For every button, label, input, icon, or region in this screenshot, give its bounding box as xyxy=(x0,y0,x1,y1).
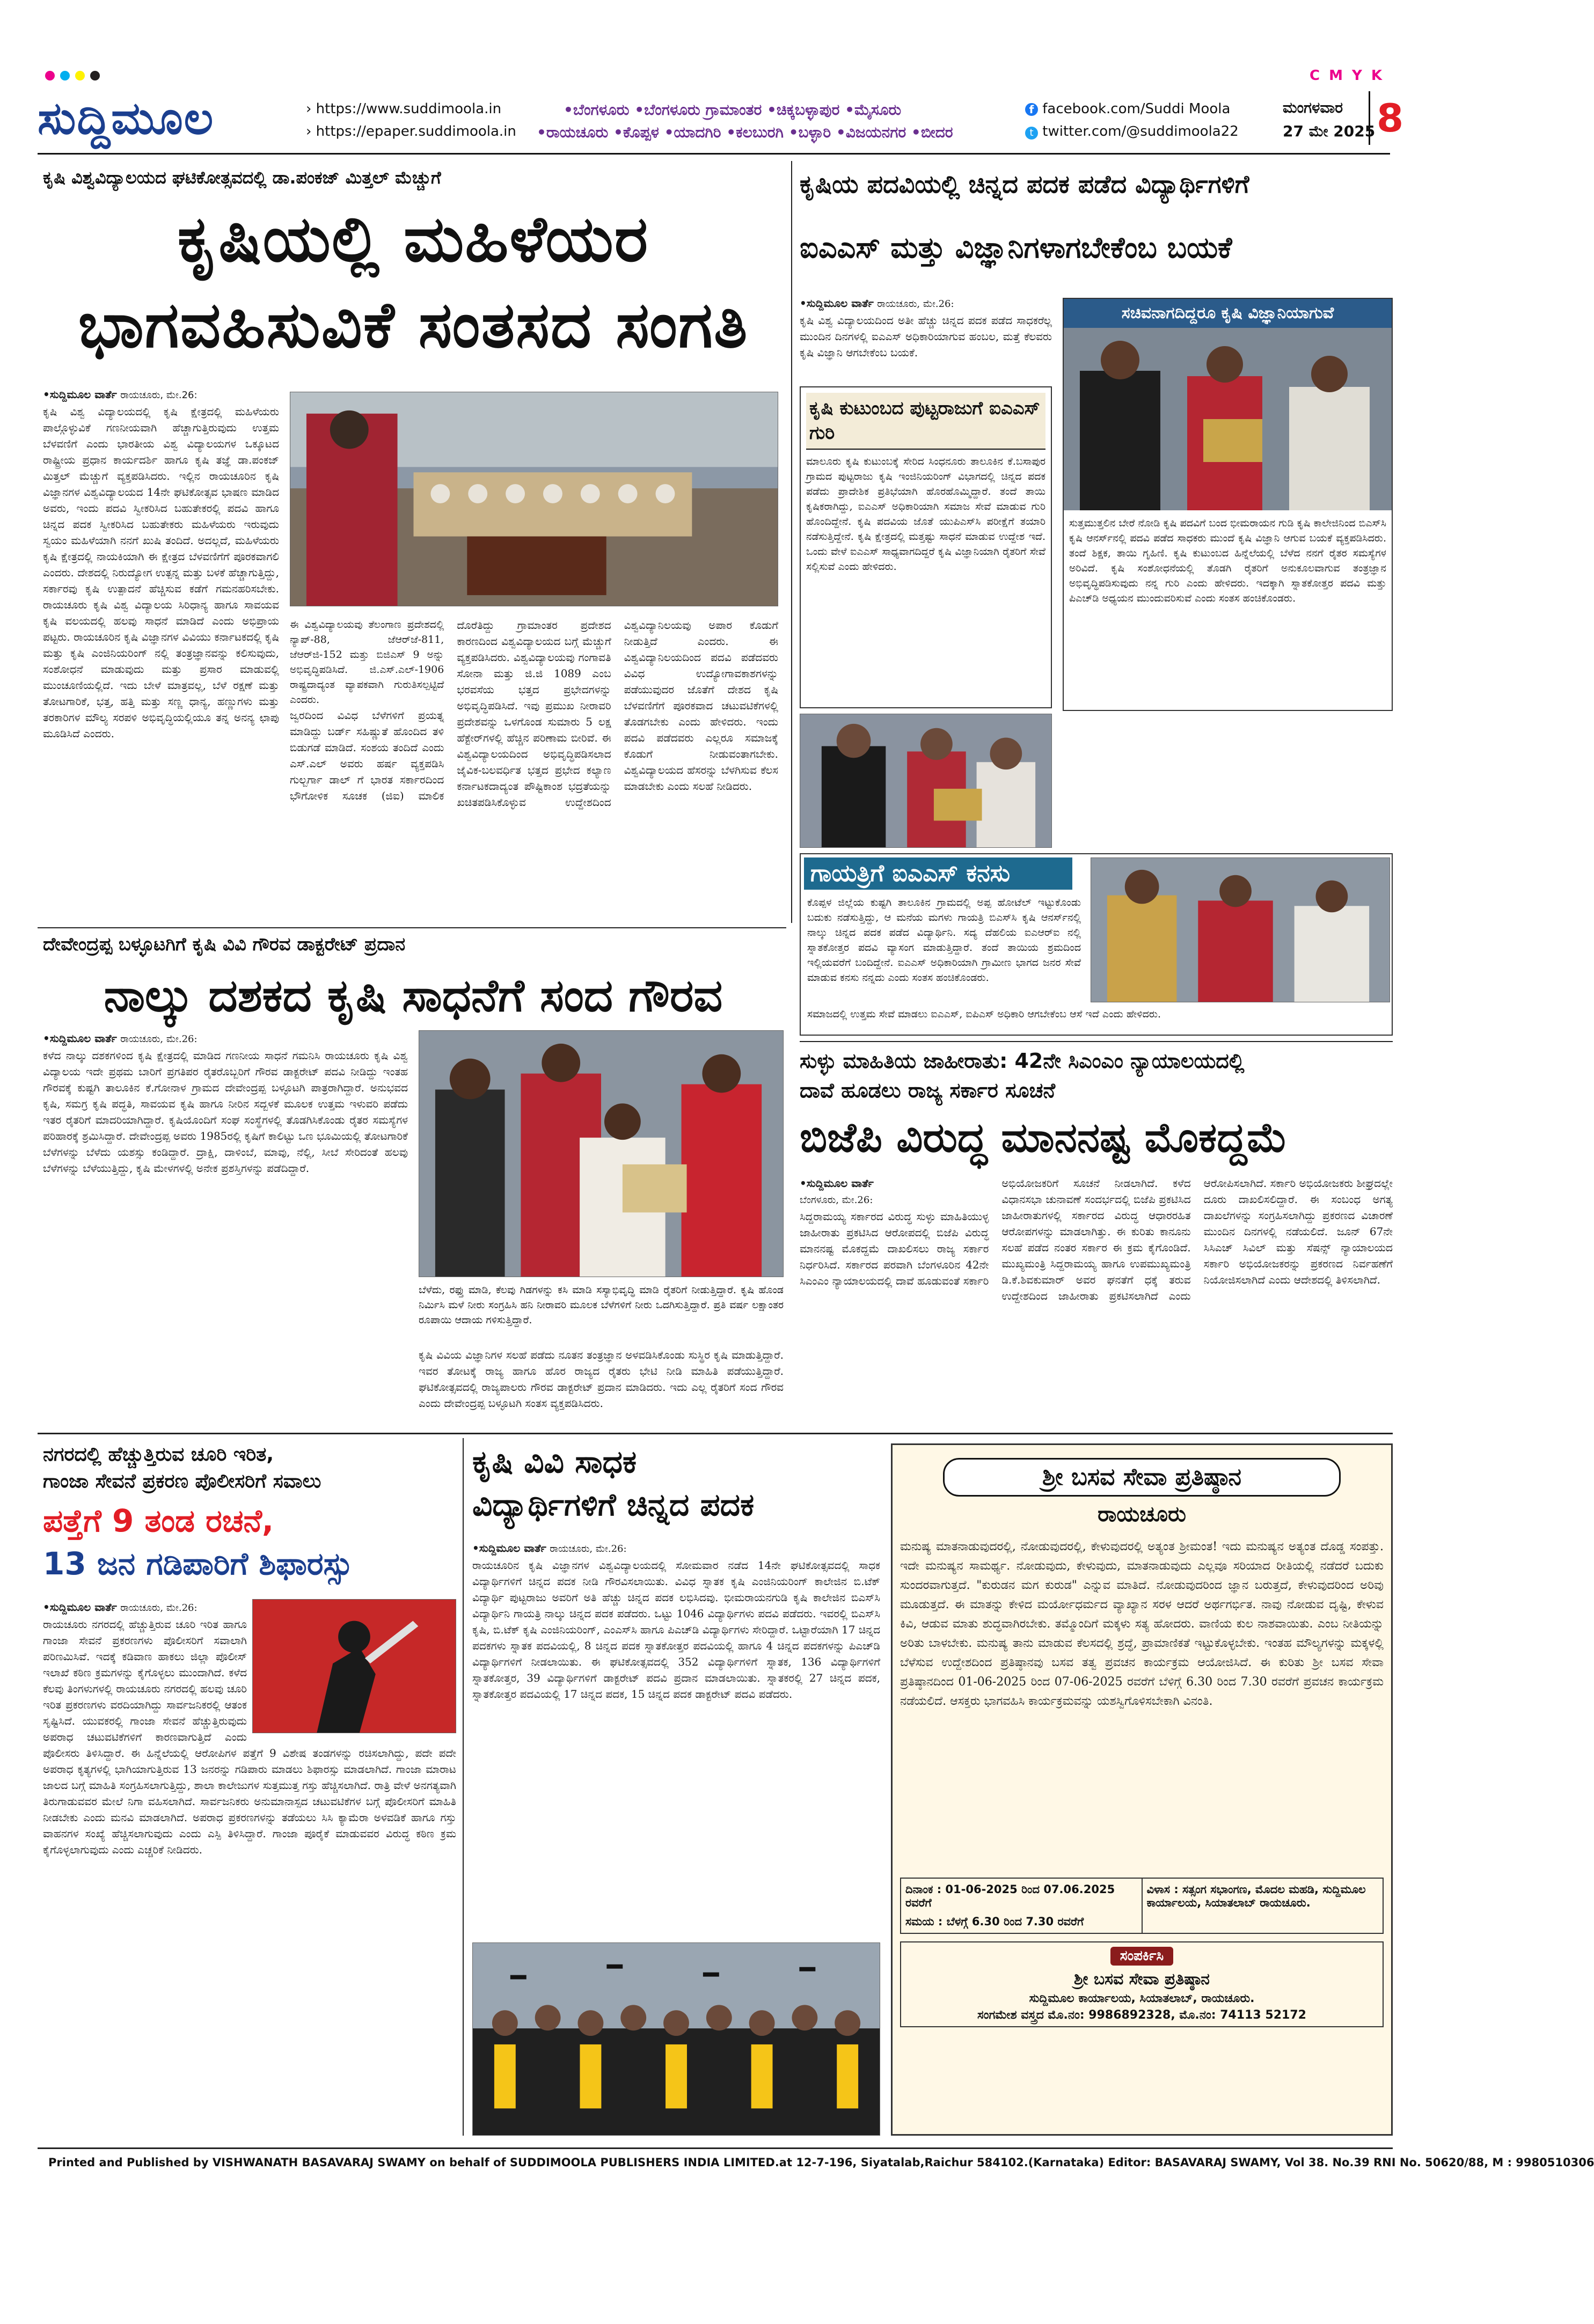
page-number: 8 xyxy=(1369,91,1390,145)
story4-kicker-1: ಸುಳ್ಳು ಮಾಹಿತಿಯ ಜಾಹೀರಾತು: 42ನೇ ಸಿಎಂಎಂ ನ್ಯಾಯಾಲಯದಲ್ಲಿ xyxy=(800,1049,1245,1073)
box1-heading: ಕೃಷಿ ಕುಟುಂಬದ ಪುಟ್ಟರಾಜುಗೆ ಐಎಎಸ್ ಗುರಿ xyxy=(806,393,1045,450)
story3-headline: ನಾಲ್ಕು ದಶಕದ ಕೃಷಿ ಸಾಧನೆಗೆ ಸಂದ ಗೌರವ xyxy=(104,969,723,1022)
twitter-icon: t xyxy=(1025,127,1038,140)
byline: •ಸುದ್ದಿಮೂಲ ವಾರ್ತೆ xyxy=(472,1542,546,1555)
story2-box2 xyxy=(1063,298,1393,711)
story1-lower-columns xyxy=(290,617,778,923)
box3-text: ಕೊಪ್ಪಳ ಜಿಲ್ಲೆಯ ಕುಷ್ಟಗಿ ತಾಲೂಕಿನ ಗ್ರಾಮದಲ್ಲಿ ಅಪ್ಪ ಹೋಟೆಲ್ ಇಟ್ಟುಕೊಂಡು ಬದುಕು ನಡೆಸುತ್ತಿದ್ದು, ಆ ಮನೆಯ ಮಗಳು ಗಾಯತ್ರಿ ಬಿಎಸ್‌ಸಿ ಕೃಷಿ ಆನರ್ಸ್‌ನಲ್ಲಿ ನಾಲ್ಕು ಚಿನ್ನದ ಪದಕ ಪಡೆದ ವಿದ್ಯಾರ್ಥಿನಿ. ಸದ್ಯ ದೆಹಲಿಯ ಐಎಆರ್‌ಐ ನಲ್ಲಿ ಸ್ನಾತಕೋತ್ತರ ಪದವಿ ವ್ಯಾಸಂಗ ಮಾಡುತ್ತಿದ್ದಾರೆ. ತಂದೆ ತಾಯಿಯ ಶ್ರಮದಿಂದ ಇಲ್ಲಿಯವರೆಗೆ ಬಂದಿದ್ದೇನೆ. ಐಎಎಸ್ ಅಧಿಕಾರಿಯಾಗಿ ಗ್ರಾಮೀಣ ಭಾಗದ ಜನರ ಸೇವೆ ಮಾಡುವ ಕನಸು ನನ್ನದು ಎಂದು ಸಂತಸ ಹಂಚಿಕೊಂಡರು. xyxy=(807,897,1081,984)
story4-body xyxy=(800,1175,1393,1427)
footer-divider xyxy=(38,2147,1393,2149)
dot-icon xyxy=(90,71,100,80)
story5-kicker-2: ಗಾಂಜಾ ಸೇವನೆ ಪ್ರಕರಣ ಪೊಲೀಸರಿಗೆ ಸವಾಲು xyxy=(43,1470,321,1492)
convocation-stage-photo-icon xyxy=(290,392,778,606)
story4-headline: ಬಿಜೆಪಿ ವಿರುದ್ಧ ಮಾನನಷ್ಟ ಮೊಕದ್ದಮೆ xyxy=(800,1113,1288,1161)
story1-photo xyxy=(290,392,778,606)
imprint-line: Printed and Published by VISHWANATH BASAVARAJ SWAMY on behalf of SUDDIMOOLA PUBLISHERS INDIA LIMITED.at 12-7-196, Siyatalab,Raichur 584102.(Karnataka) Editor: BASAVARAJ SWAMY, Vol 38. No.39 RNI No. 50620/88, M : 9980510306 xyxy=(48,2156,1594,2169)
issue-day: ಮಂಗಳವಾರ xyxy=(1283,99,1343,116)
story2-intro xyxy=(800,295,1052,381)
story5-headline-2: 13 ಜನ ಗಡಿಪಾರಿಗೆ ಶಿಫಾರಸ್ಸು xyxy=(43,1545,353,1582)
story2-headline: ಐಎಎಸ್ ಮತ್ತು ವಿಜ್ಞಾನಿಗಳಾಗಬೇಕೆಂಬ ಬಯಕೆ xyxy=(800,231,1232,265)
website-link[interactable]: › https://www.suddimoola.in xyxy=(306,101,502,117)
story1-text-b: ಜ್ವರದಿಂದ ವಿವಿಧ ಬೆಳೆಗಳಿಗೆ ಪ್ರಯತ್ನ ಮಾಡಿದ್ದು ಬರ್ಡ್ ಸಹಿಷ್ಣುತೆ ಹೊಂದಿದ ತಳಿ ಬಿಡುಗಡೆ ಮಾಡಿದೆ. ಸಂಶಯ ತಂದಿದೆ ಎಂದು ಎಸ್.ಎಲ್ ಅವರು ಹರ್ಷ ವ್ಯಕ್ತಪಡಿಸಿ ಗುಲ್ಬರ್ಗಾ ಡಾಲ್ ಗೆ ಭಾರತ ಸರ್ಕಾರದಿಂದ ಭೌಗೋಳಿಕ ಸೂಚಕ (ಜಿಐ) ಮಾಲಿಕ ದೊರೆತಿದ್ದು ಗ್ರಾಮಾಂತರ ಪ್ರದೇಶದ ಕಾರಣದಿಂದ ವಿಶ್ವವಿದ್ಯಾಲಯದ ಬಗ್ಗೆ ಮೆಚ್ಚುಗೆ ವ್ಯಕ್ತಪಡಿಸಿದರು. ವಿಶ್ವವಿದ್ಯಾಲಯವು ಗಂಗಾವತಿ ಸೋನಾ ಮತ್ತು ಜಿ.ಜಿ 1089 ಎಂಬ ಭರವಸೆಯ ಭತ್ತದ ಪ್ರಭೇದಗಳನ್ನು ಅಭಿವೃದ್ಧಿಪಡಿಸಿದೆ. ಇವು ಪ್ರಮುಖ ನೀರಾವರಿ ಪ್ರದೇಶವನ್ನು ಒಳಗೊಂಡ ಸುಮಾರು 5 ಲಕ್ಷ ಹೆಕ್ಟೇರ್‌ಗಳಲ್ಲಿ ಹೆಚ್ಚಿನ ಪರಿಣಾಮ ಬೀರಿವೆ. ಈ ವಿಶ್ವವಿದ್ಯಾಲಯದಿಂದ ಅಭಿವೃದ್ಧಿಪಡಿಸಲಾದ ಜೈವಿಕ-ಬಲವರ್ಧಿತ ಭತ್ತದ ಪ್ರಭೇದ ಕಲ್ಯಾಣ ಕರ್ನಾಟಕದಾದ್ಯಂತ ಪೌಷ್ಟಿಕಾಂಶ ಭದ್ರತೆಯನ್ನು ಖಚಿತಪಡಿಸಿಕೊಳ್ಳುವ ಉದ್ದೇಶದಿಂದ ವಿಶ್ವವಿದ್ಯಾನಿಲಯವು ಅಪಾರ ಕೊಡುಗೆ ನೀಡುತ್ತಿದೆ ಎಂದರು. ಈ ವಿಶ್ವವಿದ್ಯಾನಿಲಯದಿಂದ ಪದವಿ ಪಡೆದವರು ವಿವಿಧ ಉದ್ಯೋಗಾವಕಾಶಗಳನ್ನು ಪಡೆಯುವುದರ ಜೊತೆಗೆ ದೇಶದ ಕೃಷಿ ಬೆಳವಣಿಗೆಗೆ ಪೂರಕವಾದ ಚಟುವಟಿಕೆಗಳಲ್ಲಿ ತೊಡಗಬೇಕು ಎಂದು ಹೇಳಿದರು. ಇಂದು ಪದವಿ ಪಡೆದವರು ಎಲ್ಲರೂ ಸಮಾಜಕ್ಕೆ ಕೊಡುಗೆ ನೀಡುವಂತಾಗಬೇಕು. ವಿಶ್ವವಿದ್ಯಾಲಯದ ಹೆಸರನ್ನು ಬೆಳಗಿಸುವ ಕೆಲಸ ಮಾಡಬೇಕು ಎಂದು ಸಲಹೆ ನೀಡಿದರು. xyxy=(290,619,778,809)
story6-headline-2: ವಿದ್ಯಾರ್ಥಿಗಳಿಗೆ ಚಿನ್ನದ ಪದಕ xyxy=(472,1486,755,1523)
ad-contact-org: ಶ್ರೀ ಬಸವ ಸೇವಾ ಪ್ರತಿಷ್ಠಾನ xyxy=(1074,1970,1210,1989)
ad-contact xyxy=(900,1941,1384,2027)
dateline: ರಾಯಚೂರು, ಮೇ.26: xyxy=(877,298,954,310)
story1-text-a: ಕೃಷಿ ವಿಶ್ವ ವಿದ್ಯಾಲಯದಲ್ಲಿ ಕೃಷಿ ಕ್ಷೇತ್ರದಲ್ಲಿ ಮಹಿಳೆಯರು ಪಾಲ್ಗೊಳ್ಳುವಿಕೆ ಗಣನೀಯವಾಗಿ ಹೆಚ್ಚಾಗುತ್ತಿರುವುದು ಉತ್ತಮ ಬೆಳವಣಿಗೆ ಎಂದು ಭಾರತೀಯ ವಿಶ್ವ ವಿದ್ಯಾಲಯಗಳ ಒಕ್ಕೂಟದ ರಾಷ್ಟ್ರೀಯ ಪ್ರಧಾನ ಕಾರ್ಯದರ್ಶಿ ಹಾಗೂ ಕೃಷಿ ತಜ್ಞೆ ಡಾ.ಪಂಕಜ್ ಮಿತ್ತಲ್ ಮೆಚ್ಚುಗೆ ವ್ಯಕ್ತಪಡಿಸಿದರು. ಇಲ್ಲಿನ ರಾಯಚೂರಿನ ಕೃಷಿ ವಿಜ್ಞಾನಗಳ ವಿಶ್ವವಿದ್ಯಾಲಯದ 14ನೇ ಘಟಿಕೋತ್ಸವ ಭಾಷಣ ಮಾಡಿದ ಅವರು, ಇಂದು ಪದವಿ ಸ್ವೀಕರಿಸಿದ ಬಹುತೇಕರಲ್ಲಿ ಪದವಿ ಹಾಗೂ ಚಿನ್ನದ ಪದಕ ಸ್ವೀಕರಿಸಿದ ಬಹುತೇಕರು ಮಹಿಳೆಯರು ಇರುವುದು ಸ್ವಯಂ ಮಹಿಳೆಯಾಗಿ ನನಗೆ ಖುಷಿ ತಂದಿದೆ. ಅದಲ್ಲದೆ, ಮಹಿಳೆಯರು ಕೃಷಿ ಕ್ಷೇತ್ರದಲ್ಲಿ ನಾಯಕಿಯಾಗಿ ಈ ಕ್ಷೇತ್ರದ ಬೆಳವಣಿಗೆಗೆ ಪೂರಕವಾಗಲಿ ಎಂದರು. ದೇಶದಲ್ಲಿ ನಿರುದ್ಯೋಗ ಉತ್ಪನ್ನ ಮತ್ತು ಬಳಕೆ ಹೆಚ್ಚಾಗುತ್ತಿದ್ದು, ಸರ್ಕಾರವು ಕೃಷಿ ಉತ್ಪಾದನೆ ಹೆಚ್ಚಿಸುವ ಕಡೆಗೆ ಗಮನಹರಿಸಬೇಕು. ರಾಯಚೂರು ಕೃಷಿ ವಿಶ್ವ ವಿದ್ಯಾಲಯ ಸಿರಿಧಾನ್ಯ ಹಾಗೂ ಸಾವಯವ ಕೃಷಿ ವಲಯದಲ್ಲಿ ಹಲವು ಸಾಧನೆ ಮಾಡಿದೆ ಎಂದು ಅಭಿಪ್ರಾಯ ಪಟ್ಟರು. ರಾಯಚೂರಿನ ಕೃಷಿ ವಿಜ್ಞಾನಗಳ ವಿವಿಯು ಕರ್ನಾಟಕದಲ್ಲಿ ಕೃಷಿ ಮತ್ತು ಕೃಷಿ ಎಂಜಿನಿಯರಿಂಗ್ ನಲ್ಲಿ ತಂತ್ರಜ್ಞಾನವನ್ನು ಕಲಿಸುವುದು, ಸಂಶೋಧನೆ ಮಾಡುವುದು ಮತ್ತು ಪ್ರಸಾರ ಮಾಡುವಲ್ಲಿ ಮುಂಚೂಣಿಯಲ್ಲಿದೆ. ಇದು ಬೇಳೆ ಮಾತ್ರವಲ್ಲ, ಬೆಳೆ ರಕ್ಷಣೆ ಮತ್ತು ತೋಟಗಾರಿಕೆ, ಭತ್ತ, ಹತ್ತಿ ಮತ್ತು ಸಣ್ಣ ಧಾನ್ಯ, ಹಣ್ಣುಗಳು ಮತ್ತು ತರಕಾರಿಗಳ ಮೌಲ್ಯ ಸರಪಳಿ ಅಭಿವೃದ್ಧಿಯಲ್ಲಿಯೂ ತನ್ನ ಅನನ್ಯ ಛಾಪು ಮೂಡಿಸಿದೆ ಎಂದರು. xyxy=(43,405,279,740)
story5-kicker-1: ನಗರದಲ್ಲಿ ಹೆಚ್ಚುತ್ತಿರುವ ಚೂರಿ ಇರಿತ, xyxy=(43,1443,274,1465)
ad-box xyxy=(891,1443,1393,2136)
story1-column-left xyxy=(43,386,279,923)
section-divider xyxy=(38,1433,1393,1434)
story2-box1 xyxy=(800,386,1052,708)
story2-photo-1 xyxy=(800,714,1052,848)
dateline: ರಾಯಚೂರು, ಮೇ.26: xyxy=(120,390,198,401)
story1-headline-1: ಕೃಷಿಯಲ್ಲಿ ಮಹಿಳೆಯರ xyxy=(177,202,649,276)
story5-headline-1: ಪತ್ತೆಗೆ 9 ತಂಡ ರಚನೆ, xyxy=(43,1502,274,1539)
cities-line-2: •ರಾಯಚೂರು •ಕೊಪ್ಪಳ •ಯಾದಗಿರಿ •ಕಲಬುರಗಿ •ಬಳ್ಳಾರಿ •ವಿಜಯನಗರ •ಬೀದರ xyxy=(537,123,953,141)
ad-contact-address: ಸುದ್ದಿಮೂಲ ಕಾರ್ಯಾಲಯ, ಸಿಯಾತಲಾಬ್, ರಾಯಚೂರು. xyxy=(1029,1992,1255,2005)
registration-dots xyxy=(45,71,109,83)
story3-kicker: ದೇವೇಂದ್ರಪ್ಪ ಬಳ್ಳೂಟಗಿಗೆ ಕೃಷಿ ವಿವಿ ಗೌರವ ಡಾಕ್ಟರೇಟ್ ಪ್ರದಾನ xyxy=(43,934,406,955)
story2-photo-2 xyxy=(1064,328,1392,510)
story6-text: ರಾಯಚೂರಿನ ಕೃಷಿ ವಿಜ್ಞಾನಗಳ ವಿಶ್ವವಿದ್ಯಾಲಯದಲ್ಲಿ ಸೋಮವಾರ ನಡೆದ 14ನೇ ಘಟಿಕೋತ್ಸವದಲ್ಲಿ ಸಾಧಕ ವಿದ್ಯಾರ್ಥಿಗಳಿಗೆ ಚಿನ್ನದ ಪದಕ ನೀಡಿ ಗೌರವಿಸಲಾಯಿತು. ವಿವಿಧ ಸ್ನಾತಕ ಕೃಷಿ ಎಂಜಿನಿಯರಿಂಗ್ ಕಾಲೇಜಿನ ಬಿ.ಟೆಕ್ ವಿದ್ಯಾರ್ಥಿ ಪುಟ್ಟರಾಜು ಅವರಿಗೆ ಅತಿ ಹೆಚ್ಚು ಚಿನ್ನದ ಪದಕ ಲಭಿಸಿದವು. ಭೀಮರಾಯನಗುಡಿ ಕೃಷಿ ಕಾಲೇಜಿನ ಬಿಎಸ್‌ಸಿ ವಿದ್ಯಾರ್ಥಿನಿ ಗಾಯತ್ರಿ ನಾಲ್ಕು ಚಿನ್ನದ ಪದಕ ಪಡೆದರು. ಒಟ್ಟು 1046 ವಿದ್ಯಾರ್ಥಿಗಳು ಪದವಿ ಪಡೆದರು. ಇವರಲ್ಲಿ ಬಿಎಸ್‌ಸಿ ಕೃಷಿ, ಬಿ.ಟೆಕ್ ಕೃಷಿ ಎಂಜಿನಿಯರಿಂಗ್, ಎಂಎಸ್‌ಸಿ ಹಾಗೂ ಪಿಎಚ್‌ಡಿ ವಿದ್ಯಾರ್ಥಿಗಳು ಸೇರಿದ್ದಾರೆ. ಒಟ್ಟಾರೆಯಾಗಿ 17 ಚಿನ್ನದ ಪದಕಗಳು ಸ್ನಾತಕ ಪದವಿಯಲ್ಲಿ, 8 ಚಿನ್ನದ ಪದಕ ಸ್ನಾತಕೋತ್ತರ ಪದವಿಯಲ್ಲಿ ಹಾಗೂ 4 ಚಿನ್ನದ ಪದಕಗಳನ್ನು ಪಿಎಚ್‌ಡಿ ವಿದ್ಯಾರ್ಥಿಗಳಿಗೆ ನೀಡಲಾಯಿತು. ಈ ಘಟಿಕೋತ್ಸವದಲ್ಲಿ 352 ವಿದ್ಯಾರ್ಥಿಗಳಿಗೆ ಸ್ನಾತಕ, 136 ವಿದ್ಯಾರ್ಥಿಗಳಿಗೆ ಸ್ನಾತಕೋತ್ತರ, 39 ವಿದ್ಯಾರ್ಥಿಗಳಿಗೆ ಡಾಕ್ಟರೇಟ್ ಪದವಿ ಪ್ರದಾನ ಮಾಡಲಾಯಿತು. ಸ್ನಾತಕರಲ್ಲಿ 27 ಚಿನ್ನದ ಪದಕ, ಸ್ನಾತಕೋತ್ತರ ಪದವಿಯಲ್ಲಿ 17 ಚಿನ್ನದ ಪದಕ, 15 ಚಿನ್ನದ ಪದಕ ಡಾಕ್ಟರೇಟ್ ಪದವಿ ಪಡೆದರು. xyxy=(472,1559,880,1700)
story3-text-right: ಕೃಷಿ ವಿವಿಯ ವಿಜ್ಞಾನಿಗಳ ಸಲಹೆ ಪಡೆದು ನೂತನ ತಂತ್ರಜ್ಞಾನ ಅಳವಡಿಸಿಕೊಂಡು ಸುಸ್ಥಿರ ಕೃಷಿ ಮಾಡುತ್ತಿದ್ದಾರೆ. ಇವರ ತೋಟಕ್ಕೆ ರಾಜ್ಯ ಹಾಗೂ ಹೊರ ರಾಜ್ಯದ ರೈತರು ಭೇಟಿ ನೀಡಿ ಮಾಹಿತಿ ಪಡೆಯುತ್ತಿದ್ದಾರೆ. ಘಟಿಕೋತ್ಸವದಲ್ಲಿ ರಾಜ್ಯಪಾಲರು ಗೌರವ ಡಾಕ್ಟರೇಟ್ ಪ್ರದಾನ ಮಾಡಿದರು. ಇದು ಎಲ್ಲ ರೈತರಿಗೆ ಸಂದ ಗೌರವ ಎಂದು ದೇವೇಂದ್ರಪ್ಪ ಬಳ್ಳೂಟಗಿ ಸಂತಸ ವ್ಯಕ್ತಪಡಿಸಿದರು. xyxy=(419,1348,784,1410)
column-divider xyxy=(791,161,792,923)
dateline: ಬೆಂಗಳೂರು, ಮೇ.26: xyxy=(800,1194,873,1206)
ad-title: ಶ್ರೀ ಬಸವ ಸೇವಾ ಪ್ರತಿಷ್ಠಾನ xyxy=(943,1458,1341,1497)
honorary-doctorate-photo-icon xyxy=(419,1031,783,1277)
story3-photo-caption: ಬೆಳೆದು, ರಫ್ತು ಮಾಡಿ, ಕೆಲವು ಗಿಡಗಳನ್ನು ಕಸಿ ಮಾಡಿ ಸಸ್ಯಾಭಿವೃದ್ಧಿ ಮಾಡಿ ರೈತರಿಗೆ ನೀಡುತ್ತಿದ್ದಾರೆ. ಕೃಷಿ ಹೊಂಡ ನಿರ್ಮಿಸಿ ಮಳೆ ನೀರು ಸಂಗ್ರಹಿಸಿ ಹನಿ ನೀರಾವರಿ ಮೂಲಕ ಬೆಳೆಗಳಿಗೆ ನೀರು ಒದಗಿಸುತ್ತಿದ್ದಾರೆ. ಪ್ರತಿ ವರ್ಷ ಲಕ್ಷಾಂತರ ರೂಪಾಯಿ ಆದಾಯ ಗಳಿಸುತ್ತಿದ್ದಾರೆ. xyxy=(419,1284,784,1326)
ad-venue: ವಿಳಾಸ : ಸತ್ಸಂಗ ಸಭಾಂಗಣ, ಮೊದಲ ಮಹಡಿ, ಸುದ್ದಿಮೂಲ ಕಾರ್ಯಾಲಯ, ಸಿಯಾತಲಾಬ್ ರಾಯಚೂರು. xyxy=(1146,1883,1366,1909)
byline: •ಸುದ್ದಿಮೂಲ ವಾರ್ತೆ xyxy=(43,388,117,401)
award-photo-icon xyxy=(1064,328,1392,510)
dot-icon xyxy=(60,71,70,80)
gold-medal-photo-icon xyxy=(1091,858,1390,1002)
box3-footer: ಸಮಾಜದಲ್ಲಿ ಉತ್ತಮ ಸೇವೆ ಮಾಡಲು ಐಎಎಸ್, ಐಪಿಎಸ್ ಅಧಿಕಾರಿ ಆಗಬೇಕೆಂಬ ಆಸೆ ಇದೆ ಎಂದು ಹೇಳಿದರು. xyxy=(807,1008,1161,1020)
story6-photo xyxy=(472,1942,880,2136)
story6-headline-1: ಕೃಷಿ ವಿವಿ ಸಾಧಕ xyxy=(472,1443,637,1480)
chevron-right-icon: › xyxy=(306,101,316,117)
byline: •ಸುದ್ದಿಮೂಲ ವಾರ್ತೆ xyxy=(43,1032,117,1045)
story3-column-left xyxy=(43,1030,408,1427)
story3-photo xyxy=(419,1030,784,1277)
story1-headline-2: ಭಾಗವಹಿಸುವಿಕೆ ಸಂತಸದ ಸಂಗತಿ xyxy=(78,288,749,362)
dot-icon xyxy=(45,71,55,80)
dateline: ರಾಯಚೂರು, ಮೇ.26: xyxy=(120,1033,198,1045)
story4-kicker-2: ದಾವೆ ಹೂಡಲು ರಾಜ್ಯ ಸರ್ಕಾರ ಸೂಚನೆ xyxy=(800,1079,1056,1102)
ad-date: ದಿನಾಂಕ : 01-06-2025 ರಿಂದ 07.06.2025 ರವರೆಗೆ xyxy=(905,1883,1115,1909)
story1-kicker: ಕೃಷಿ ವಿಶ್ವವಿದ್ಯಾಲಯದ ಘಟಿಕೋತ್ಸವದಲ್ಲಿ ಡಾ.ಪಂಕಜ್ ಮಿತ್ತಲ್ ಮೆಚ್ಚುಗೆ xyxy=(43,167,441,188)
issue-date: 27 ಮೇ 2025 xyxy=(1283,122,1376,140)
dateline: ರಾಯಚೂರು, ಮೇ.26: xyxy=(120,1602,198,1614)
ad-body: ಮನುಷ್ಯ ಮಾತನಾಡುವುದರಲ್ಲಿ, ನೋಡುವುದರಲ್ಲಿ, ಕೇಳುವುದರಲ್ಲಿ ಅತ್ಯಂತ ಶ್ರೀಮಂತ! ಇದು ಮನುಷ್ಯನ ಅತ್ಯಂತ ದೊಡ್ಡ ಸಂಪತ್ತು. ಇದೇ ಮನುಷ್ಯನ ಸಾಮರ್ಥ್ಯ. ನೋಡುವುದು, ಕೇಳುವುದು, ಮಾತನಾಡುವುದು ಎಲ್ಲವೂ ಸರಿಯಾದ ರೀತಿಯಲ್ಲಿ ನಡೆದರೆ ಬದುಕು ಸುಂದರವಾಗುತ್ತದೆ. "ಕುರುಡನ ಮಗ ಕುರುಡ" ಎನ್ನುವ ಮಾತಿದೆ. ನೋಡುವುದರಿಂದ ಜ್ಞಾನ ಬರುತ್ತದೆ, ಕೇಳುವುದರಿಂದ ಅರಿವು ಮೂಡುತ್ತದೆ. ಈ ಮಾತನ್ನು ಕೇಳಿದ ಮರ್ಯೋಧರ್ಮದ ವ್ಯಾಖ್ಯಾನ ಸರಳ ಆದರೆ ಅರ್ಥಗರ್ಭಿತ. ನಾವು ನೋಡುವ ದೃಷ್ಟಿ, ಕೇಳುವ ಕಿವಿ, ಆಡುವ ಮಾತು ಶುದ್ಧವಾಗಿರಬೇಕು. ತಮ್ಮೊಂದಿಗೆ ಮಕ್ಕಳು ಸತ್ಯ ಹೋದರು. ವಾಣಿಯ ಕುಲ ನಾಶವಾಯಿತು. ಎಂಬ ನೀತಿಯನ್ನು ಅರಿತು ಬಾಳಬೇಕು. ಮನುಷ್ಯ ತಾನು ಮಾಡುವ ಕೆಲಸದಲ್ಲಿ ಶ್ರದ್ಧೆ, ಪ್ರಾಮಾಣಿಕತೆ ಇಟ್ಟುಕೊಳ್ಳಬೇಕು. ಇಂತಹ ಮೌಲ್ಯಗಳನ್ನು ಮಕ್ಕಳಲ್ಲಿ ಬೆಳೆಸುವ ಉದ್ದೇಶದಿಂದ ಪ್ರತಿಷ್ಠಾನವು ಬಸವ ತತ್ವ ಪ್ರವಚನ ಕಾರ್ಯಕ್ರಮ ಆಯೋಜಿಸಿದೆ. ಈ ಕುರಿತು ಶ್ರೀ ಬಸವ ಸೇವಾ ಪ್ರತಿಷ್ಠಾನದಿಂದ 01-06-2025 ರಿಂದ 07-06-2025 ರವರೆಗೆ ಬೆಳಿಗ್ಗೆ 6.30 ರಿಂದ 7.30 ರವರೆಗೆ ಪ್ರವಚನ ಕಾರ್ಯಕ್ರಮ ನಡೆಯಲಿದೆ. ಆಸಕ್ತರು ಭಾಗವಹಿಸಿ ಕಾರ್ಯಕ್ರಮವನ್ನು ಯಶಸ್ವಿಗೊಳಿಸಬೇಕಾಗಿ ವಿನಂತಿ. xyxy=(900,1540,1384,1708)
byline: •ಸುದ್ದಿಮೂಲ ವಾರ್ತೆ xyxy=(800,1177,874,1190)
story3-text: ಕಳೆದ ನಾಲ್ಕು ದಶಕಗಳಿಂದ ಕೃಷಿ ಕ್ಷೇತ್ರದಲ್ಲಿ ಮಾಡಿದ ಗಣನೀಯ ಸಾಧನೆ ಗಮನಿಸಿ ರಾಯಚೂರು ಕೃಷಿ ವಿಶ್ವ ವಿದ್ಯಾಲಯ ಇದೇ ಪ್ರಥಮ ಬಾರಿಗೆ ಪ್ರಗತಿಪರ ರೈತರೊಬ್ಬರಿಗೆ ಗೌರವ ಡಾಕ್ಟರೇಟ್ ಪದವಿ ನೀಡಿದ್ದು ಇಂತಹ ಗೌರವಕ್ಕೆ ಕುಷ್ಟಗಿ ತಾಲೂಕಿನ ಕೆ.ಗೋನಾಳ ಗ್ರಾಮದ ದೇವೇಂದ್ರಪ್ಪ ಬಳ್ಳೂಟಗಿ ಪಾತ್ರರಾಗಿದ್ದಾರೆ. ಅನುಭವದ ಕೃಷಿ, ಸಮಗ್ರ ಕೃಷಿ ಪದ್ಧತಿ, ಸಾವಯವ ಕೃಷಿ ಹಾಗೂ ನೀರಿನ ಸದ್ಬಳಕೆ ಮೂಲಕ ಉತ್ತಮ ಇಳುವರಿ ಪಡೆದು ಇತರ ರೈತರಿಗೆ ಮಾದರಿಯಾಗಿದ್ದಾರೆ. ಕೃಷಿಯೊಂದಿಗೆ ಸಂಘ ಸಂಸ್ಥೆಗಳಲ್ಲಿ ತೊಡಗಿಸಿಕೊಂಡು ರೈತರ ಸಮಸ್ಯೆಗಳ ಪರಿಹಾರಕ್ಕೆ ಶ್ರಮಿಸಿದ್ದಾರೆ. ದೇವೇಂದ್ರಪ್ಪ ಅವರು 1985ರಲ್ಲಿ ಕೃಷಿಗೆ ಕಾಲಿಟ್ಟು ಒಣ ಭೂಮಿಯಲ್ಲಿ ತೋಟಗಾರಿಕೆ ಬೆಳೆಗಳನ್ನು ಬೆಳೆದು ಯಶಸ್ಸು ಕಂಡಿದ್ದಾರೆ. ದ್ರಾಕ್ಷಿ, ದಾಳಿಂಬೆ, ಮಾವು, ನೆಲ್ಲಿ, ಸೀಬೆ ಸೇರಿದಂತೆ ಹಲವು ಬೆಳೆಗಳನ್ನು ಬೆಳೆಯುತ್ತಿದ್ದು, ಕೃಷಿ ಮೇಳಗಳಲ್ಲಿ ಅನೇಕ ಪ್ರಶಸ್ತಿಗಳನ್ನು ಪಡೆದಿದ್ದಾರೆ. xyxy=(43,1049,408,1175)
masthead xyxy=(38,91,1404,155)
box2-text: ಸುತ್ತಮುತ್ತಲಿನ ಬೇರೆ ನೋಡಿ ಕೃಷಿ ಪದವಿಗೆ ಬಂದ ಭೀಮರಾಯನ ಗುಡಿ ಕೃಷಿ ಕಾಲೇಜಿನಿಂದ ಬಿಎಸ್‌ಸಿ ಕೃಷಿ ಆನರ್ಸ್‌ನಲ್ಲಿ ಪದವಿ ಪಡೆದ ಸಾಧಕರು ಮುಂದೆ ಕೃಷಿ ವಿಜ್ಞಾನಿ ಆಗುವ ಬಯಕೆ ವ್ಯಕ್ತಪಡಿಸಿದರು. ತಂದೆ ಶಿಕ್ಷಕ, ತಾಯಿ ಗೃಹಿಣಿ. ಕೃಷಿ ಕುಟುಂಬದ ಹಿನ್ನೆಲೆಯಲ್ಲಿ ಬೆಳೆದ ನನಗೆ ರೈತರ ಸಮಸ್ಯೆಗಳ ಅರಿವಿದೆ. ಕೃಷಿ ಸಂಶೋಧನೆಯಲ್ಲಿ ತೊಡಗಿ ರೈತರಿಗೆ ಅನುಕೂಲವಾಗುವ ತಂತ್ರಜ್ಞಾನ ಅಭಿವೃದ್ಧಿಪಡಿಸುವುದು ನನ್ನ ಗುರಿ ಎಂದು ಹೇಳಿದರು. ಇದಕ್ಕಾಗಿ ಸ್ನಾತಕೋತ್ತರ ಪದವಿ ಮತ್ತು ಪಿಎಚ್‌ಡಿ ಅಧ್ಯಯನ ಮುಂದುವರಿಸುವೆ ಎಂದು ಸಂತಸ ಹಂಚಿಕೊಂಡರು. xyxy=(1069,517,1386,604)
cities-line-1: •ಬೆಂಗಳೂರು •ಬೆಂಗಳೂರು ಗ್ರಾಮಾಂತರ •ಚಿಕ್ಕಬಳ್ಳಾಪುರ •ಮೈಸೂರು xyxy=(564,101,902,119)
cmyk-label: C M Y K xyxy=(1310,68,1385,84)
dot-icon xyxy=(75,71,85,80)
story5-body xyxy=(43,1599,456,2136)
story2-box3 xyxy=(800,853,1393,1036)
section-divider xyxy=(800,1041,1393,1042)
byline: •ಸುದ್ದಿಮೂಲ ವಾರ್ತೆ xyxy=(800,297,874,310)
graduate-photo-icon xyxy=(800,714,1051,847)
story2-photo-3 xyxy=(1091,857,1390,1002)
logo: ಸುದ್ದಿಮೂಲ xyxy=(38,92,215,144)
column-divider xyxy=(463,1438,464,2136)
story2-intro-text: ಕೃಷಿ ವಿಶ್ವ ವಿದ್ಯಾಲಯದಿಂದ ಅತೀ ಹೆಚ್ಚು ಚಿನ್ನದ ಪದಕ ಪಡೆದ ಸಾಧಕರೆಲ್ಲ ಮುಂದಿನ ದಿನಗಳಲ್ಲಿ ಐಎಎಸ್ ಅಧಿಕಾರಿಯಾಗುವ ಹಂಬಲ, ಮತ್ತೆ ಕೆಲವರು ಕೃಷಿ ವಿಜ್ಞಾನಿ ಆಗಬೇಕೆಂಬ ಬಯಕೆ. xyxy=(800,314,1052,359)
ad-contact-phone: ಸಂಗಮೇಶ ವಸ್ತ್ರದ ಮೊ.ನಂ: 9986892328, ಮೊ.ನಂ: 74113 52172 xyxy=(977,2008,1306,2022)
box2-heading: ಸಚಿವನಾಗದಿದ್ದರೂ ಕೃಷಿ ವಿಜ್ಞಾನಿಯಾಗುವೆ xyxy=(1064,299,1392,328)
epaper-link[interactable]: › https://epaper.suddimoola.in xyxy=(306,123,516,140)
ad-info-grid xyxy=(900,1878,1384,1934)
story1-photo-caption: ಈ ವಿಶ್ವವಿದ್ಯಾಲಯವು ತೆಲಂಗಾಣ ಪ್ರದೇಶದಲ್ಲಿ ನ್ಯಾಪ್-88, ಜೆಆರ್‌ಜೆ-811, ಜೆಆರ್‌ಜಿ-152 ಮತ್ತು ಬಿಜಿಎಸ್ 9 ಅನ್ನು ಅಭಿವೃದ್ಧಿಪಡಿಸಿದೆ. ಜಿ.ಎಸ್.ಎಲ್-1906 ರಾಷ್ಟ್ರದಾದ್ಯಂತ ವ್ಯಾಪಕವಾಗಿ ಗುರುತಿಸಲ್ಪಟ್ಟಿದೆ ಎಂದರು. xyxy=(290,619,444,706)
section-divider xyxy=(38,927,786,928)
graduates-celebration-photo-icon xyxy=(473,1943,880,2135)
byline: •ಸುದ್ದಿಮೂಲ ವಾರ್ತೆ xyxy=(43,1601,117,1614)
story2-kicker: ಕೃಷಿಯ ಪದವಿಯಲ್ಲಿ ಚಿನ್ನದ ಪದಕ ಪಡೆದ ವಿದ್ಯಾರ್ಥಿಗಳಿಗೆ xyxy=(800,170,1249,199)
ad-time: ಸಮಯ : ಬೆಳಗ್ಗೆ 6.30 ರಿಂದ 7.30 ರವರೆಗೆ xyxy=(905,1915,1084,1928)
facebook-link[interactable]: f facebook.com/Suddi Moola xyxy=(1025,101,1230,117)
dateline: ರಾಯಚೂರು, ಮೇ.26: xyxy=(550,1543,627,1555)
box1-text: ಮಾಲೂರು ಕೃಷಿ ಕುಟುಂಬಕ್ಕೆ ಸೇರಿದ ಸಿಂಧನೂರು ತಾಲೂಕಿನ ಕೆ.ಬಸಾಪುರ ಗ್ರಾಮದ ಪುಟ್ಟರಾಜು ಕೃಷಿ ಇಂಜಿನಿಯರಿಂಗ್ ವಿಭಾಗದಲ್ಲಿ ಚಿನ್ನದ ಪದಕ ಪಡೆದು ಪ್ರಾದೇಶಿಕ ಪ್ರತಿಭೆಯಾಗಿ ಹೊರಹೊಮ್ಮಿದ್ದಾರೆ. ತಂದೆ ತಾಯಿ ಕೃಷಿಕರಾಗಿದ್ದು, ಐಎಎಸ್ ಅಧಿಕಾರಿಯಾಗಿ ಸಮಾಜ ಸೇವೆ ಮಾಡುವ ಗುರಿ ಹೊಂದಿದ್ದೇನೆ. ಕೃಷಿ ಪದವಿಯ ಜೊತೆ ಯುಪಿಎಸ್‌ಸಿ ಪರೀಕ್ಷೆಗೆ ತಯಾರಿ ನಡೆಸುತ್ತಿದ್ದೇನೆ. ಕೃಷಿ ಕ್ಷೇತ್ರದಲ್ಲಿ ಮತ್ತಷ್ಟು ಸಾಧನೆ ಮಾಡುವ ಉದ್ದೇಶ ಇದೆ. ಒಂದು ವೇಳೆ ಐಎಎಸ್ ಸಾಧ್ಯವಾಗದಿದ್ದರೆ ಕೃಷಿ ವಿಜ್ಞಾನಿಯಾಗಿ ರೈತರಿಗೆ ಸೇವೆ ಸಲ್ಲಿಸುವೆ ಎಂದು ಹೇಳಿದರು. xyxy=(806,456,1045,573)
facebook-icon: f xyxy=(1025,103,1038,116)
chevron-right-icon: › xyxy=(306,123,316,140)
ad-contact-heading: ಸಂಪರ್ಕಿಸಿ xyxy=(1110,1947,1173,1966)
story4-text: ಸಿದ್ದರಾಮಯ್ಯ ಸರ್ಕಾರದ ವಿರುದ್ಧ ಸುಳ್ಳು ಮಾಹಿತಿಯುಳ್ಳ ಜಾಹೀರಾತು ಪ್ರಕಟಿಸಿದ ಆರೋಪದಲ್ಲಿ ಬಿಜೆಪಿ ವಿರುದ್ಧ ಮಾನನಷ್ಟ ಮೊಕದ್ದಮೆ ದಾಖಲಿಸಲು ರಾಜ್ಯ ಸರ್ಕಾರ ನಿರ್ಧರಿಸಿದೆ. ಸರ್ಕಾರದ ಪರವಾಗಿ ಬೆಂಗಳೂರಿನ 42ನೇ ಸಿಎಂಎಂ ನ್ಯಾಯಾಲಯದಲ್ಲಿ ದಾವೆ ಹೂಡುವಂತೆ ಸರ್ಕಾರಿ ಅಭಿಯೋಜಕರಿಗೆ ಸೂಚನೆ ನೀಡಲಾಗಿದೆ. ಕಳೆದ ವಿಧಾನಸಭಾ ಚುನಾವಣೆ ಸಂದರ್ಭದಲ್ಲಿ ಬಿಜೆಪಿ ಪ್ರಕಟಿಸಿದ ಜಾಹೀರಾತುಗಳಲ್ಲಿ ಸರ್ಕಾರದ ವಿರುದ್ಧ ಆಧಾರರಹಿತ ಆರೋಪಗಳನ್ನು ಮಾಡಲಾಗಿತ್ತು. ಈ ಕುರಿತು ಕಾನೂನು ಸಲಹೆ ಪಡೆದ ನಂತರ ಸರ್ಕಾರ ಈ ಕ್ರಮ ಕೈಗೊಂಡಿದೆ. ಮುಖ್ಯಮಂತ್ರಿ ಸಿದ್ದರಾಮಯ್ಯ ಹಾಗೂ ಉಪಮುಖ್ಯಮಂತ್ರಿ ಡಿ.ಕೆ.ಶಿವಕುಮಾರ್ ಅವರ ಘನತೆಗೆ ಧಕ್ಕೆ ತರುವ ಉದ್ದೇಶದಿಂದ ಜಾಹೀರಾತು ಪ್ರಕಟಿಸಲಾಗಿದೆ ಎಂದು ಆರೋಪಿಸಲಾಗಿದೆ. ಸರ್ಕಾರಿ ಅಭಿಯೋಜಕರು ಶೀಘ್ರದಲ್ಲೇ ದೂರು ದಾಖಲಿಸಲಿದ್ದಾರೆ. ಈ ಸಂಬಂಧ ಅಗತ್ಯ ದಾಖಲೆಗಳನ್ನು ಸಂಗ್ರಹಿಸಲಾಗಿದ್ದು ಪ್ರಕರಣದ ವಿಚಾರಣೆ ಮುಂದಿನ ದಿನಗಳಲ್ಲಿ ನಡೆಯಲಿದೆ. ಜೂನ್ 67ನೇ ಸಿಸಿಎಚ್ ಸಿವಿಲ್ ಮತ್ತು ಸೆಷನ್ಸ್ ನ್ಯಾಯಾಲಯದ ಸರ್ಕಾರಿ ಅಭಿಯೋಜಕರನ್ನು ಪ್ರಕರಣದ ನಿರ್ವಹಣೆಗೆ ನಿಯೋಜಿಸಲಾಗಿದೆ ಎಂದು ಆದೇಶದಲ್ಲಿ ತಿಳಿಸಲಾಗಿದೆ. xyxy=(800,1177,1393,1302)
story6-body xyxy=(472,1540,880,1937)
twitter-link[interactable]: t twitter.com/@suddimoola22 xyxy=(1025,123,1239,140)
story5-text: ರಾಯಚೂರು ನಗರದಲ್ಲಿ ಹೆಚ್ಚುತ್ತಿರುವ ಚೂರಿ ಇರಿತ ಹಾಗೂ ಗಾಂಜಾ ಸೇವನೆ ಪ್ರಕರಣಗಳು ಪೊಲೀಸರಿಗೆ ಸವಾಲಾಗಿ ಪರಿಣಮಿಸಿವೆ. ಇದಕ್ಕೆ ಕಡಿವಾಣ ಹಾಕಲು ಜಿಲ್ಲಾ ಪೊಲೀಸ್ ಇಲಾಖೆ ಕಠಿಣ ಕ್ರಮಗಳನ್ನು ಕೈಗೊಳ್ಳಲು ಮುಂದಾಗಿದೆ. ಕಳೆದ ಕೆಲವು ತಿಂಗಳುಗಳಲ್ಲಿ ರಾಯಚೂರು ನಗರದಲ್ಲಿ ಹಲವು ಚೂರಿ ಇರಿತ ಪ್ರಕರಣಗಳು ವರದಿಯಾಗಿದ್ದು ಸಾರ್ವಜನಿಕರಲ್ಲಿ ಆತಂಕ ಸೃಷ್ಟಿಸಿದೆ. ಯುವಕರಲ್ಲಿ ಗಾಂಜಾ ಸೇವನೆ ಹೆಚ್ಚುತ್ತಿರುವುದು ಅಪರಾಧ ಚಟುವಟಿಕೆಗಳಿಗೆ ಕಾರಣವಾಗುತ್ತಿದೆ ಎಂದು ಪೊಲೀಸರು ತಿಳಿಸಿದ್ದಾರೆ. ಈ ಹಿನ್ನೆಲೆಯಲ್ಲಿ ಆರೋಪಿಗಳ ಪತ್ತೆಗೆ 9 ವಿಶೇಷ ತಂಡಗಳನ್ನು ರಚಿಸಲಾಗಿದ್ದು, ಪದೇ ಪದೇ ಅಪರಾಧ ಕೃತ್ಯಗಳಲ್ಲಿ ಭಾಗಿಯಾಗುತ್ತಿರುವ 13 ಜನರನ್ನು ಗಡಿಪಾರು ಮಾಡಲು ಶಿಫಾರಸ್ಸು ಮಾಡಲಾಗಿದೆ. ಗಾಂಜಾ ಮಾರಾಟ ಜಾಲದ ಬಗ್ಗೆ ಮಾಹಿತಿ ಸಂಗ್ರಹಿಸಲಾಗುತ್ತಿದ್ದು, ಶಾಲಾ ಕಾಲೇಜುಗಳ ಸುತ್ತಮುತ್ತ ಗಸ್ತು ಹೆಚ್ಚಿಸಲಾಗಿದೆ. ರಾತ್ರಿ ವೇಳೆ ಅನಗತ್ಯವಾಗಿ ತಿರುಗಾಡುವವರ ಮೇಲೆ ನಿಗಾ ವಹಿಸಲಾಗಿದೆ. ಸಾರ್ವಜನಿಕರು ಅನುಮಾನಾಸ್ಪದ ಚಟುವಟಿಕೆಗಳ ಬಗ್ಗೆ ಪೊಲೀಸರಿಗೆ ಮಾಹಿತಿ ನೀಡಬೇಕು ಎಂದು ಮನವಿ ಮಾಡಲಾಗಿದೆ. ಅಪರಾಧ ಪ್ರಕರಣಗಳನ್ನು ತಡೆಯಲು ಸಿಸಿ ಕ್ಯಾಮೆರಾ ಅಳವಡಿಕೆ ಹಾಗೂ ಗಸ್ತು ವಾಹನಗಳ ಸಂಖ್ಯೆ ಹೆಚ್ಚಿಸಲಾಗುವುದು ಎಂದು ಎಸ್ಪಿ ತಿಳಿಸಿದ್ದಾರೆ. ಗಾಂಜಾ ಪೂರೈಕೆ ಮಾಡುವವರ ವಿರುದ್ಧ ಕಠಿಣ ಕ್ರಮ ಕೈಗೊಳ್ಳಲಾಗುವುದು ಎಂದು ಎಚ್ಚರಿಕೆ ನೀಡಿದರು. xyxy=(43,1618,456,1856)
box3-heading: ಗಾಯತ್ರಿಗೆ ಐಎಎಸ್ ಕನಸು xyxy=(804,857,1072,890)
ad-subtitle: ರಾಯಚೂರು xyxy=(1098,1502,1186,1527)
